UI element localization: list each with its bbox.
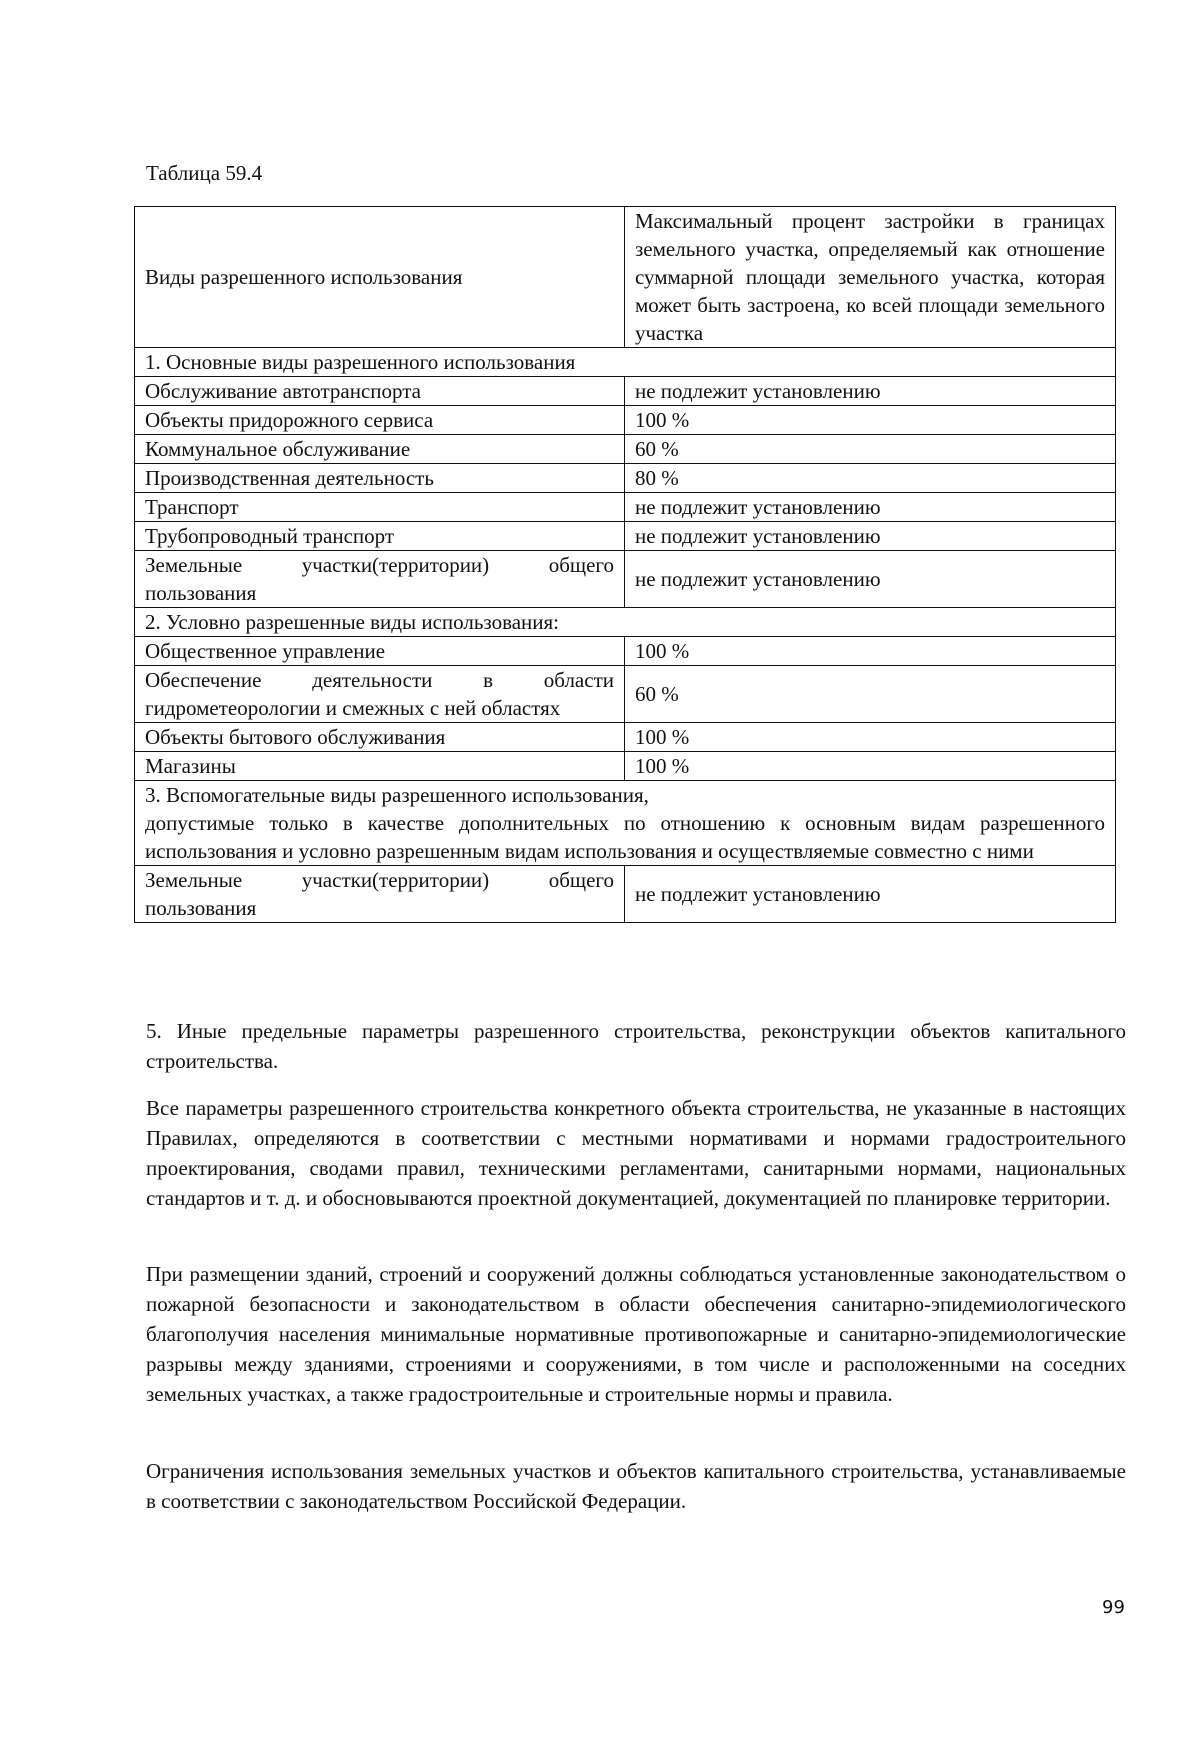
use-value: не подлежит установлению: [625, 522, 1116, 551]
header-use-type: Виды разрешенного использования: [135, 207, 625, 348]
use-name: Общественное управление: [135, 637, 625, 666]
use-value: 60 %: [625, 666, 1116, 723]
use-name: Земельные участки(территории) общего пользования: [135, 866, 625, 923]
paragraph-restrictions: Ограничения использования земельных участков и объектов капитального строительства, устанавливаемые в соответствии с законодательством Российской Федерации.: [146, 1459, 1126, 1513]
use-value: не подлежит установлению: [625, 377, 1116, 406]
paragraph-placement-rules: При размещении зданий, строений и сооружений должны соблюдаться установленные законодательством о пожарной безопасности и законодательством в области обеспечения санитарно-эпидемиологического благополучия населения минимальные нормативные противопожарные и санитарно-эпидемиологические разрывы между зданиями, строениями и сооружениями, в том числе и расположенными на соседних земельных участках, а также градостроительные и строительные нормы и правила.: [146, 1262, 1126, 1406]
use-value: не подлежит установлению: [625, 493, 1116, 522]
header-max-building-percent: Максимальный процент застройки в границах земельного участка, определяемый как отношение суммарной площади земельного участка, которая может быть застроена, ко всей площади земельного участка: [625, 207, 1116, 348]
table-row: [135, 493, 1116, 522]
use-value: 80 %: [625, 464, 1116, 493]
table-row: [135, 551, 1116, 608]
use-value: не подлежит установлению: [625, 551, 1116, 608]
table-row: [135, 723, 1116, 752]
table-caption: Таблица 59.4: [146, 161, 263, 185]
section-title-row: [135, 608, 1116, 637]
table-row: [135, 435, 1116, 464]
table-row: [135, 666, 1116, 723]
use-value: не подлежит установлению: [625, 866, 1116, 923]
table-header-row: [135, 207, 1116, 348]
table-row: [135, 464, 1116, 493]
use-name: Транспорт: [135, 493, 625, 522]
table-row: [135, 377, 1116, 406]
section-2-title: 2. Условно разрешенные виды использования:: [135, 608, 1116, 637]
paragraph-all-parameters: Все параметры разрешенного строительства конкретного объекта строительства, не указанные в настоящих Правилах, определяются в соответствии с местными нормативами и нормами градостроительного проектирования, сводами правил, техническими регламентами, санитарными нормами, национальных стандартов и т. д. и обосновываются проектной документацией, документацией по планировке территории.: [146, 1096, 1126, 1210]
use-name: Коммунальное обслуживание: [135, 435, 625, 464]
table-row: [135, 406, 1116, 435]
section-title-row: [135, 348, 1116, 377]
section-3-title-line1: 3. Вспомогательные виды разрешенного использования,: [145, 783, 649, 807]
table-row: [135, 637, 1116, 666]
use-value: 100 %: [625, 637, 1116, 666]
use-name: Объекты бытового обслуживания: [135, 723, 625, 752]
section-1-title: 1. Основные виды разрешенного использования: [135, 348, 1116, 377]
table-row: [135, 752, 1116, 781]
use-value: 60 %: [625, 435, 1116, 464]
section-3-title: [135, 781, 1116, 866]
section-title-row: [135, 781, 1116, 866]
use-name: Обеспечение деятельности в области гидрометеорологии и смежных с ней областях: [135, 666, 625, 723]
table-row: [135, 522, 1116, 551]
use-name: Производственная деятельность: [135, 464, 625, 493]
use-value: 100 %: [625, 723, 1116, 752]
section-3-title-line2: допустимые только в качестве дополнительных по отношению к основным видам разрешенного использования и условно разрешенным видам использования и осуществляемые совместно с ними: [145, 811, 1105, 863]
use-value: 100 %: [625, 752, 1116, 781]
page-number: 99: [1102, 1597, 1125, 1618]
table-row: [135, 866, 1116, 923]
paragraph-other-parameters: 5. Иные предельные параметры разрешенного строительства, реконструкции объектов капитального строительства.: [146, 1019, 1126, 1073]
use-name: Земельные участки(территории) общего пользования: [135, 551, 625, 608]
use-name: Обслуживание автотранспорта: [135, 377, 625, 406]
use-name: Объекты придорожного сервиса: [135, 406, 625, 435]
use-name: Магазины: [135, 752, 625, 781]
use-name: Трубопроводный транспорт: [135, 522, 625, 551]
land-use-table: [134, 206, 1116, 923]
use-value: 100 %: [625, 406, 1116, 435]
